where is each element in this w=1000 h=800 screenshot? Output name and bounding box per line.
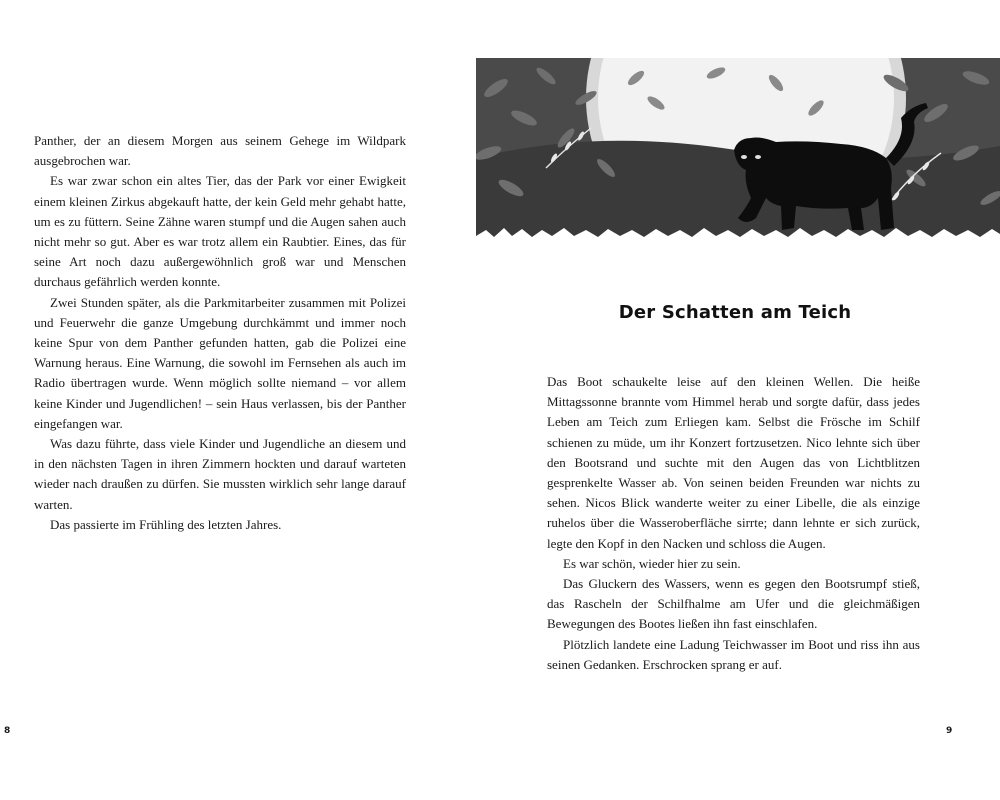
chapter-title: Der Schatten am Teich [618, 302, 852, 323]
paragraph: Es war zwar schon ein altes Tier, das der Park vor einer Ewigkeit einem kleinen Zirkus abgekauft hatte, der kein Geld mehr gehabt hatte, um es zu füttern. Seine Zähne waren stumpf und die Augen sahen auch nicht mehr so gut. Aber es war trotz allem ein Raubtier. Eines, das für seine Art noch dazu außergewöhnlich groß war und Menschen durchaus gefährlich werden konnte. [34, 173, 406, 290]
paragraph: Es war schön, wieder hier zu sein. [563, 555, 741, 571]
paragraph: Zwei Stunden später, als die Parkmitarbeiter zusammen mit Polizei und Feuerwehr die ganze Umgebung durchkämmt und immer noch keine Spur von dem Panther gefunden hatten, gab die Polizei eine Warnung heraus. Eine Warnung, die sowohl im Fernsehen als auch im Radio übertragen wurde. Wenn möglich sollte niemand – vor allem keine Kinder und Jugendlichen! – sein Haus verlassen, bis der Panther eingefangen war. [34, 294, 406, 431]
paragraph: Das passierte im Frühling des letzten Jahres. [50, 516, 282, 532]
page-number-left: 8 [4, 726, 11, 736]
right-page-text [547, 372, 920, 675]
paragraph: Panther, der an diesem Morgen aus seinem Gehege im Wildpark ausgebrochen war. [34, 133, 406, 169]
left-page-text [34, 131, 406, 535]
page-number-right: 9 [946, 726, 953, 736]
paragraph: Plötzlich landete eine Ladung Teichwasser im Boot und riss ihn aus seinen Gedanken. Erschrocken sprang er auf. [547, 636, 920, 672]
panther-illustration [476, 58, 1000, 244]
paragraph: Was dazu führte, dass viele Kinder und Jugendliche an diesem und in den nächsten Tagen in ihren Zimmern hockten und darauf warteten wieder nach draußen zu dürfen. Sie mussten wirklich sehr lange darauf warten. [34, 436, 406, 512]
paragraph: Das Gluckern des Wassers, wenn es gegen den Bootsrumpf stieß, das Rascheln der Schilfhalme am Ufer und die gleichmäßigen Bewegungen des Bootes ließen ihn fast einschlafen. [547, 576, 920, 632]
right-page [500, 0, 1000, 800]
paragraph: Das Boot schaukelte leise auf den kleinen Wellen. Die heiße Mittagssonne brannte vom Himmel herab und sorgte dafür, dass jedes Leben am Teich zum Erliegen kam. Selbst die Frösche im Schilf schienen zu müde, um ihr Konzert fortzusetzen. Nico lehnte sich über den Bootsrand und suchte mit den Augen das von Lichtblitzen gesprenkelte Wasser ab. Von seinen beiden Freunden war nichts zu sehen. Nicos Blick wanderte weiter zu einer Libelle, die als einzige ruhelos über die Wasseroberfläche sirrte; dann lehnte er sich zurück, legte den Kopf in den Nacken und schloss die Augen. [547, 374, 920, 551]
